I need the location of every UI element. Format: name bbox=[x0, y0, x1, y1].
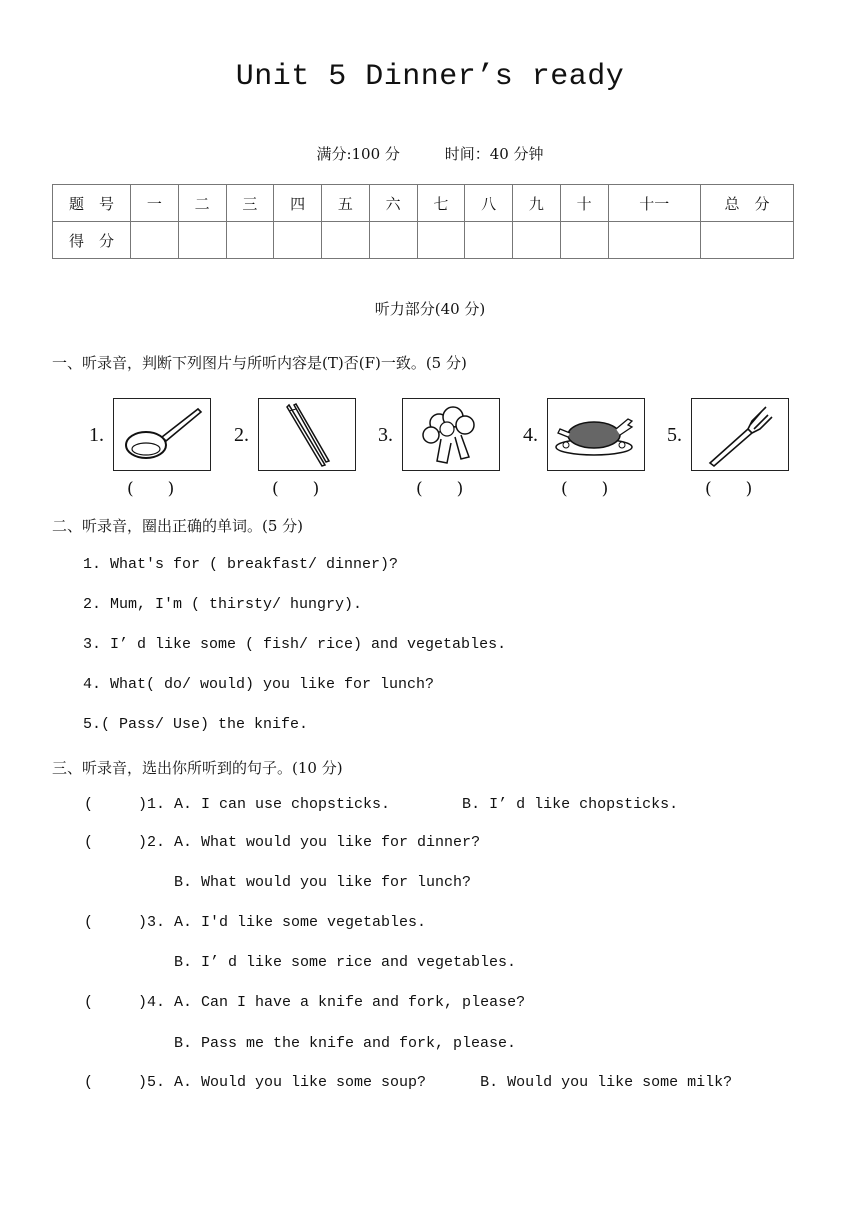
header-cell: 三 bbox=[226, 185, 274, 222]
score-cell[interactable] bbox=[465, 222, 513, 259]
ladle-icon bbox=[114, 399, 210, 470]
pic-number: 3. bbox=[378, 424, 393, 446]
header-cell: 六 bbox=[369, 185, 417, 222]
score-cell-total[interactable] bbox=[701, 222, 794, 259]
score-cell[interactable] bbox=[369, 222, 417, 259]
score-cell[interactable] bbox=[178, 222, 226, 259]
score-table-header-row bbox=[53, 185, 794, 222]
score-cell[interactable] bbox=[131, 222, 179, 259]
header-cell: 十一 bbox=[608, 185, 701, 222]
listening-section-title: 听力部分(40 分) bbox=[374, 300, 486, 318]
picture-3 bbox=[402, 398, 500, 471]
part2-question: 3. I’ d like some ( fish/ rice) and vegetables. bbox=[83, 636, 507, 653]
score-table-score-row bbox=[53, 222, 794, 259]
header-cell: 一 bbox=[131, 185, 179, 222]
score-cell[interactable] bbox=[226, 222, 274, 259]
part2-question: 1. What's for ( breakfast/ dinner)? bbox=[83, 556, 399, 573]
header-cell: 五 bbox=[322, 185, 370, 222]
score-cell[interactable] bbox=[513, 222, 561, 259]
pic-number: 5. bbox=[667, 424, 682, 446]
score-table bbox=[52, 184, 794, 259]
part3-question: ( )2. A. What would you like for dinner? bbox=[84, 834, 481, 851]
score-cell[interactable] bbox=[274, 222, 322, 259]
header-cell-question-no: 题 号 bbox=[53, 185, 131, 222]
part3-option-b: B. I’ d like some rice and vegetables. bbox=[174, 954, 517, 971]
roast-chicken-icon bbox=[548, 399, 644, 470]
header-cell: 八 bbox=[465, 185, 513, 222]
header-cell: 四 bbox=[274, 185, 322, 222]
exam-meta bbox=[0, 143, 860, 164]
pic-number: 4. bbox=[523, 424, 538, 446]
score-cell[interactable] bbox=[608, 222, 701, 259]
part2-question: 4. What( do/ would) you like for lunch? bbox=[83, 676, 435, 693]
full-score: 满分:100 分 bbox=[316, 145, 400, 163]
answer-paren[interactable]: ( ) bbox=[705, 479, 753, 499]
part3-option-b: B. Pass me the knife and fork, please. bbox=[174, 1035, 517, 1052]
answer-paren[interactable]: ( ) bbox=[561, 479, 609, 499]
page-title: Unit 5 Dinner’s ready bbox=[235, 60, 625, 94]
picture-5 bbox=[691, 398, 789, 471]
part3-option-b: B. What would you like for lunch? bbox=[174, 874, 472, 891]
part1-heading: 一、听录音，判断下列图片与所听内容是(T)否(F)一致。(5 分) bbox=[52, 354, 467, 372]
pic-number: 1. bbox=[89, 424, 104, 446]
part3-question: ( )3. A. I'd like some vegetables. bbox=[84, 914, 427, 931]
part2-heading: 二、听录音，圈出正确的单词。(5 分) bbox=[52, 517, 304, 535]
time-limit: 时间：40 分钟 bbox=[444, 145, 544, 163]
broccoli-icon bbox=[403, 399, 499, 470]
picture-2 bbox=[258, 398, 356, 471]
fork-icon bbox=[692, 399, 788, 470]
score-cell[interactable] bbox=[417, 222, 465, 259]
score-cell[interactable] bbox=[560, 222, 608, 259]
picture-4 bbox=[547, 398, 645, 471]
header-cell-total: 总 分 bbox=[701, 185, 794, 222]
part3-heading: 三、听录音，选出你所听到的句子。(10 分) bbox=[52, 759, 343, 777]
part3-question: ( )4. A. Can I have a knife and fork, please? bbox=[84, 994, 526, 1011]
pic-number: 2. bbox=[234, 424, 249, 446]
part2-question: 2. Mum, I'm ( thirsty/ hungry). bbox=[83, 596, 363, 613]
answer-paren[interactable]: ( ) bbox=[127, 479, 175, 499]
header-cell: 十 bbox=[560, 185, 608, 222]
part2-question: 5.( Pass/ Use) the knife. bbox=[83, 716, 309, 733]
answer-paren[interactable]: ( ) bbox=[416, 479, 464, 499]
answer-paren[interactable]: ( ) bbox=[272, 479, 320, 499]
part3-question: ( )5. A. Would you like some soup? B. Would you like some milk? bbox=[84, 1074, 733, 1091]
header-cell: 二 bbox=[178, 185, 226, 222]
picture-1 bbox=[113, 398, 211, 471]
part3-question: ( )1. A. I can use chopsticks. B. I’ d like chopsticks. bbox=[84, 796, 679, 813]
chopsticks-icon bbox=[259, 399, 355, 470]
header-cell: 七 bbox=[417, 185, 465, 222]
score-cell[interactable] bbox=[322, 222, 370, 259]
header-cell: 九 bbox=[513, 185, 561, 222]
score-row-label: 得 分 bbox=[53, 222, 131, 259]
